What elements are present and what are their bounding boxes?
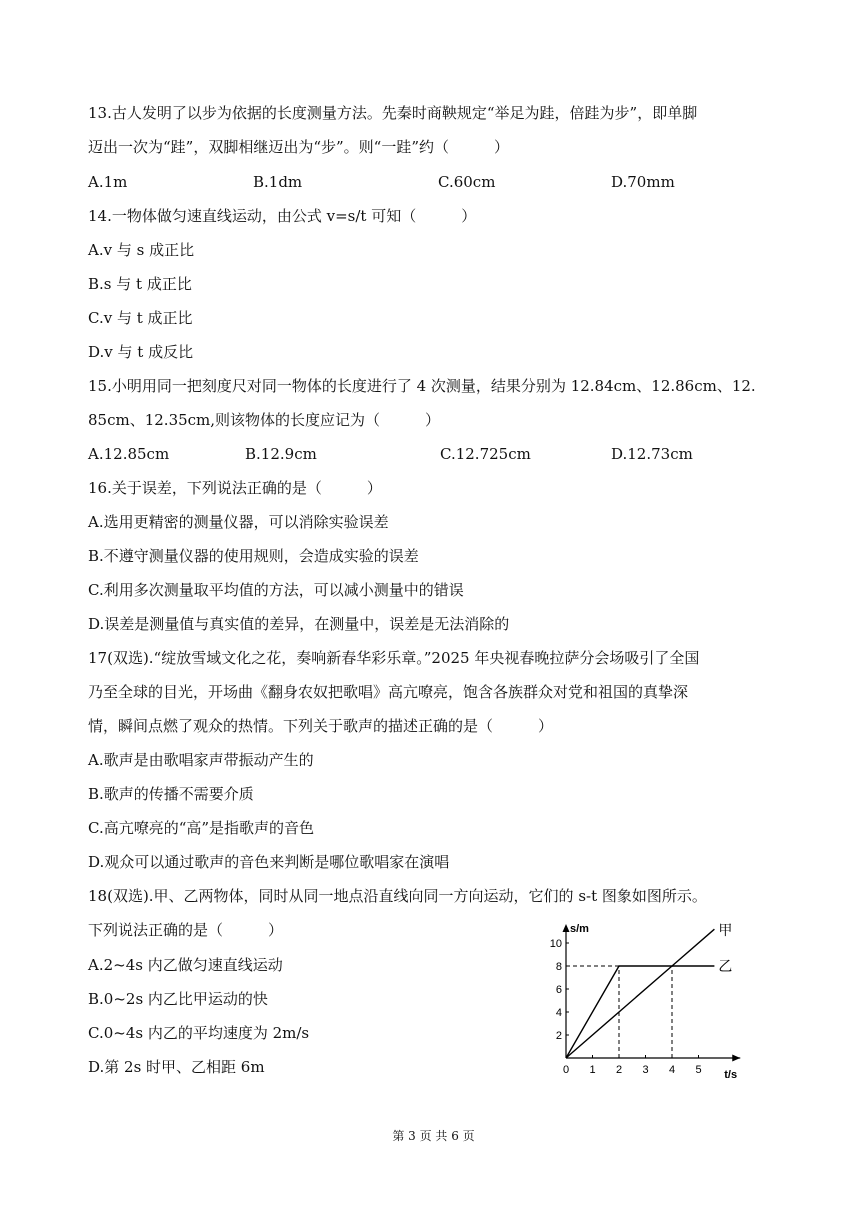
q17-stem-line2: 乃至全球的目光，开场曲《翻身农奴把歌唱》高亢嘹亮，饱含各族群众对党和祖国的真挚深 <box>88 683 689 701</box>
series-line-jia <box>566 929 714 1058</box>
q14-stem: 14.一物体做匀速直线运动，由公式 v=s/t 可知（ ） <box>88 207 477 225</box>
q15-option-d: D.12.73cm <box>611 445 693 463</box>
q15-stem-line2: 85cm、12.35cm,则该物体的长度应记为（ ） <box>88 411 441 429</box>
q17-option-c: C.高亢嘹亮的“高”是指歌声的音色 <box>88 819 315 837</box>
q13-stem-line2: 迈出一次为“跬”，双脚相继迈出为“步”。则“一跬”约（ ） <box>88 138 510 156</box>
q16-option-c: C.利用多次测量取平均值的方法，可以减小测量中的错误 <box>88 581 464 599</box>
s-t-graph <box>540 918 760 1086</box>
q13-option-a: A.1m <box>88 173 128 191</box>
q17-stem-line1: 17(双选).“绽放雪域文化之花，奏响新春华彩乐章。”2025 年央视春晚拉萨分会场吸引了全国 <box>88 649 700 667</box>
q18-option-c: C.0~4s 内乙的平均速度为 2m/s <box>88 1024 310 1042</box>
series-label-yi: 乙 <box>718 959 733 975</box>
q14-option-b: B.s 与 t 成正比 <box>88 275 192 293</box>
y-tick-label: 10 <box>549 938 562 950</box>
q18-option-a: A.2~4s 内乙做匀速直线运动 <box>88 956 283 974</box>
x-tick-label: 2 <box>615 1064 623 1076</box>
q18-stem-line2: 下列说法正确的是（ ） <box>88 921 284 939</box>
q18-option-d: D.第 2s 时甲、乙相距 6m <box>88 1058 265 1076</box>
q17-option-b: B.歌声的传播不需要介质 <box>88 785 254 803</box>
x-tick-label: 0 <box>562 1064 570 1076</box>
series-label-jia: 甲 <box>718 923 733 940</box>
q16-option-b: B.不遵守测量仪器的使用规则，会造成实验的误差 <box>88 547 419 565</box>
q15-option-c: C.12.725cm <box>440 445 531 463</box>
q16-stem: 16.关于误差，下列说法正确的是（ ） <box>88 479 382 497</box>
q13-option-c: C.60cm <box>438 173 496 191</box>
q14-option-c: C.v 与 t 成正比 <box>88 309 193 327</box>
q17-stem-line3: 情，瞬间点燃了观众的热情。下列关于歌声的描述正确的是（ ） <box>88 717 554 735</box>
y-tick-label: 6 <box>555 984 562 996</box>
q16-option-a: A.选用更精密的测量仪器，可以消除实验误差 <box>88 513 389 531</box>
q13-option-d: D.70mm <box>611 173 675 191</box>
q13-option-b: B.1dm <box>253 173 303 191</box>
q14-option-d: D.v 与 t 成反比 <box>88 343 194 361</box>
q18-option-b: B.0~2s 内乙比甲运动的快 <box>88 990 268 1008</box>
q16-option-d: D.误差是测量值与真实值的差异，在测量中，误差是无法消除的 <box>88 615 510 633</box>
page-footer: 第 3 页 共 6 页 <box>392 1129 475 1143</box>
x-tick-label: 5 <box>695 1064 702 1076</box>
q17-option-d: D.观众可以通过歌声的音色来判断是哪位歌唱家在演唱 <box>88 853 450 871</box>
x-axis-label: t/s <box>724 1069 738 1081</box>
x-axis-arrow <box>732 1055 740 1062</box>
q17-option-a: A.歌声是由歌唱家声带振动产生的 <box>88 751 314 769</box>
q14-option-a: A.v 与 s 成正比 <box>88 241 195 259</box>
q18-stem-line1: 18(双选).甲、乙两物体，同时从同一地点沿直线向同一方向运动，它们的 s-t 图象如图所示。 <box>88 887 707 905</box>
series-line-yi <box>566 966 714 1058</box>
y-axis-label: s/m <box>570 923 589 935</box>
q15-stem-line1: 15.小明用同一把刻度尺对同一物体的长度进行了 4 次测量，结果分别为 12.84cm、12.86cm、12. <box>88 377 756 395</box>
y-tick-label: 2 <box>555 1030 562 1042</box>
q13-stem-line1: 13.古人发明了以步为依据的长度测量方法。先秦时商鞅规定“举足为跬，倍跬为步”，即单脚 <box>88 104 698 122</box>
q15-option-b: B.12.9cm <box>245 445 317 463</box>
y-axis-arrow <box>563 924 570 932</box>
x-tick-label: 4 <box>668 1064 676 1076</box>
x-tick-label: 1 <box>589 1064 596 1076</box>
q15-option-a: A.12.85cm <box>88 445 170 463</box>
x-tick-label: 3 <box>642 1064 649 1076</box>
y-tick-label: 8 <box>555 961 562 973</box>
y-tick-label: 4 <box>555 1007 562 1019</box>
